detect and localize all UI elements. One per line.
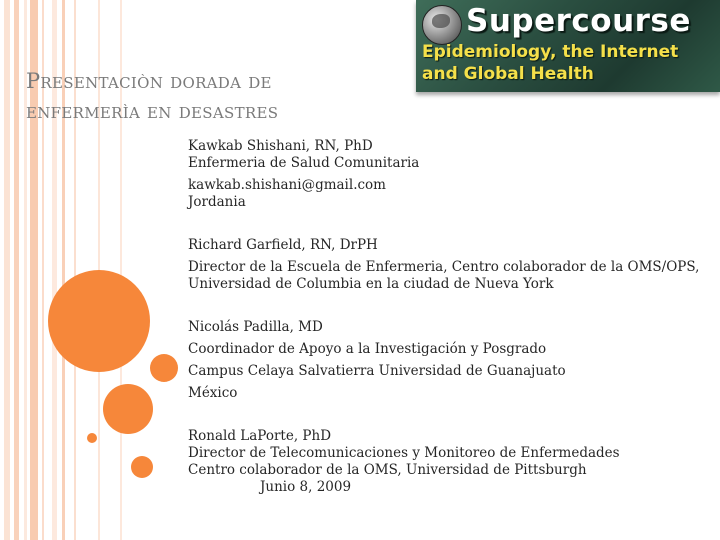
author-affiliation: Campus Celaya Salvatierra Universidad de Guanajuato [188, 363, 566, 379]
slide-title-line1: Presentaciòn dorada de [26, 69, 272, 93]
decorative-circle-large [48, 270, 150, 372]
author-country: México [188, 385, 238, 401]
author-name: Nicolás Padilla, MD [188, 319, 323, 335]
author-affiliation: Centro colaborador de la OMS, Universidad de Pittsburgh [188, 462, 587, 478]
author-block [188, 138, 718, 211]
slide-title-line2: enfermerìa en desastres [26, 99, 279, 123]
logo-title: Supercourse [466, 3, 691, 39]
decorative-circle-small-2 [131, 456, 153, 478]
author-affiliation: Director de la Escuela de Enfermeria, Centro colaborador de la OMS/OPS, Universidad de Columbia en la ciudad de Nueva York [188, 259, 700, 292]
author-affiliation: Coordinador de Apoyo a la Investigación y Posgrado [188, 341, 547, 357]
stripe [14, 0, 19, 540]
slide-body [188, 138, 718, 522]
globe-icon [422, 5, 462, 45]
author-affiliation: Director de Telecomunicaciones y Monitoreo de Enfermedades [188, 445, 620, 461]
stripe [4, 0, 10, 540]
presentation-date: Junio 8, 2009 [260, 479, 352, 495]
supercourse-logo [416, 0, 720, 92]
author-block [188, 428, 718, 496]
decorative-circle-tiny [87, 433, 97, 443]
author-affiliation: Enfermeria de Salud Comunitaria [188, 155, 420, 171]
decorative-circle-small [150, 354, 178, 382]
author-name: Richard Garfield, RN, DrPH [188, 237, 378, 253]
decorative-circle-medium [103, 384, 153, 434]
author-block [188, 319, 718, 402]
author-country: Jordania [188, 194, 246, 210]
author-block [188, 237, 718, 293]
logo-subtitle-line2: and Global Health [422, 64, 594, 84]
slide-title [26, 66, 406, 126]
logo-subtitle-line1: Epidemiology, the Internet [422, 42, 679, 62]
author-name: Ronald LaPorte, PhD [188, 428, 332, 444]
author-name: Kawkab Shishani, RN, PhD [188, 138, 373, 154]
author-email: kawkab.shishani@gmail.com [188, 177, 386, 193]
